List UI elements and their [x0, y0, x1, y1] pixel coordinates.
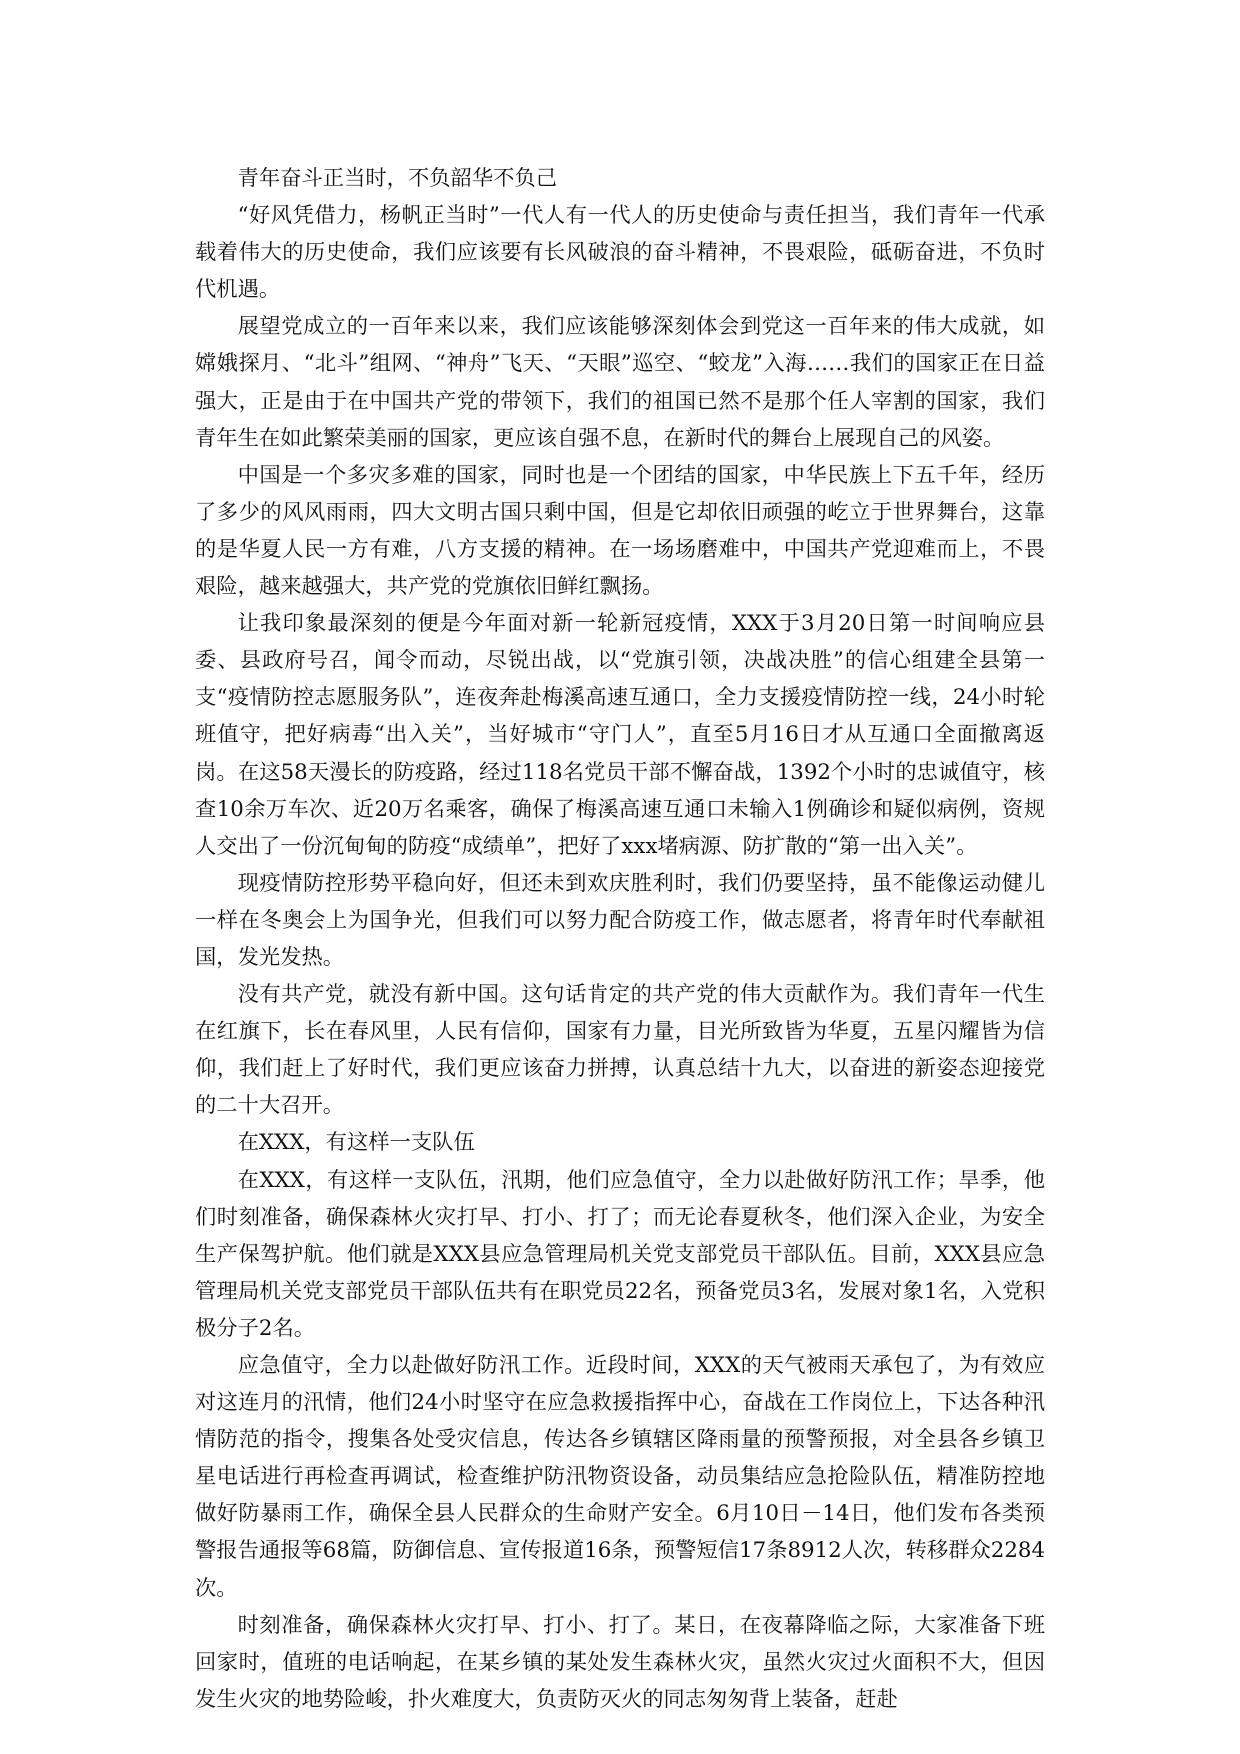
document-page	[195, 160, 1045, 1718]
paragraph: 在XXX，有这样一支队伍，汛期，他们应急值守，全力以赴做好防汛工作；旱季，他们时刻准备，确保森林火灾打早、打小、打了；而无论春夏秋冬，他们深入企业，为安全生产保驾护航。他们就是XXX县应急管理局机关党支部党员干部队伍。目前，XXX县应急管理局机关党支部党员干部队伍共有在职党员22名，预备党员3名，发展对象1名，入党积极分子2名。	[195, 1167, 1045, 1341]
paragraph: 展望党成立的一百年来以来，我们应该能够深刻体会到党这一百年来的伟大成就，如嫦娥探月、“北斗”组网、“神舟”飞天、“天眼”巡空、“蛟龙”入海……我们的国家正在日益强大，正是由于在中国共产党的带领下，我们的祖国已然不是那个任人宰割的国家，我们青年生在如此繁荣美丽的国家，更应该自强不息，在新时代的舞台上展现自己的风姿。	[195, 314, 1045, 451]
paragraph: 现疫情防控形势平稳向好，但还未到欢庆胜利时，我们仍要坚持，虽不能像运动健儿一样在冬奥会上为国争光，但我们可以努力配合防疫工作，做志愿者，将青年时代奉献祖国，发光发热。	[195, 870, 1045, 970]
paragraph: “好风凭借力，杨帆正当时”一代人有一代人的历史使命与责任担当，我们青年一代承载着伟大的历史使命，我们应该要有长风破浪的奋斗精神，不畏艰险，砥砺奋进，不负时代机遇。	[195, 203, 1045, 303]
paragraph: 让我印象最深刻的便是今年面对新一轮新冠疫情，XXX于3月20日第一时间响应县委、县政府号召，闻令而动，尽锐出战，以“党旗引领，决战决胜”的信心组建全县第一支“疫情防控志愿服务队”，连夜奔赴梅溪高速互通口，全力支援疫情防控一线，24小时轮班值守，把好病毒“出入关”，当好城市“守门人”，直至5月16日才从互通口全面撤离返岗。在这58天漫长的防疫路，经过118名党员干部不懈奋战，1392个小时的忠诚值守，核查10余万车次、近20万名乘客，确保了梅溪高速互通口未输入1例确诊和疑似病例，资规人交出了一份沉甸甸的防疫“成绩单”，把好了xxx堵病源、防扩散的“第一出入关”。	[195, 611, 1045, 859]
section-title-team: 在XXX，有这样一支队伍	[237, 1130, 475, 1156]
paragraph: 时刻准备，确保森林火灾打早、打小、打了。某日，在夜幕降临之际，大家准备下班回家时，值班的电话响起，在某乡镇的某处发生森林火灾，虽然火灾过火面积不大，但因发生火灾的地势险峻，扑火难度大，负责防灭火的同志匆匆背上装备，赶赴	[195, 1612, 1045, 1712]
paragraph: 应急值守，全力以赴做好防汛工作。近段时间，XXX的天气被雨天承包了，为有效应对这连月的汛情，他们24小时坚守在应急救援指挥中心，奋战在工作岗位上，下达各种汛情防范的指令，搜集各处受灾信息，传达各乡镇辖区降雨量的预警预报，对全县各乡镇卫星电话进行再检查再调试，检查维护防汛物资设备，动员集结应急抢险队伍，精准防控地做好防暴雨工作，确保全县人民群众的生命财产安全。6月10日－14日，他们发布各类预警报告通报等68篇，防御信息、宣传报道16条，预警短信17条8912人次，转移群众2284次。	[195, 1353, 1045, 1601]
paragraph: 没有共产党，就没有新中国。这句话肯定的共产党的伟大贡献作为。我们青年一代生在红旗下，长在春风里，人民有信仰，国家有力量，目光所致皆为华夏，五星闪耀皆为信仰，我们赶上了好时代，我们更应该奋力拼搏，认真总结十九大，以奋进的新姿态迎接党的二十大召开。	[195, 982, 1045, 1119]
paragraph: 中国是一个多灾多难的国家，同时也是一个团结的国家，中华民族上下五千年，经历了多少的风风雨雨，四大文明古国只剩中国，但是它却依旧顽强的屹立于世界舞台，这靠的是华夏人民一方有难，八方支援的精神。在一场场磨难中，中国共产党迎难而上，不畏艰险，越来越强大，共产党的党旗依旧鲜红飘扬。	[195, 462, 1045, 600]
section-title-youth: 青年奋斗正当时，不负韶华不负己	[237, 166, 558, 191]
